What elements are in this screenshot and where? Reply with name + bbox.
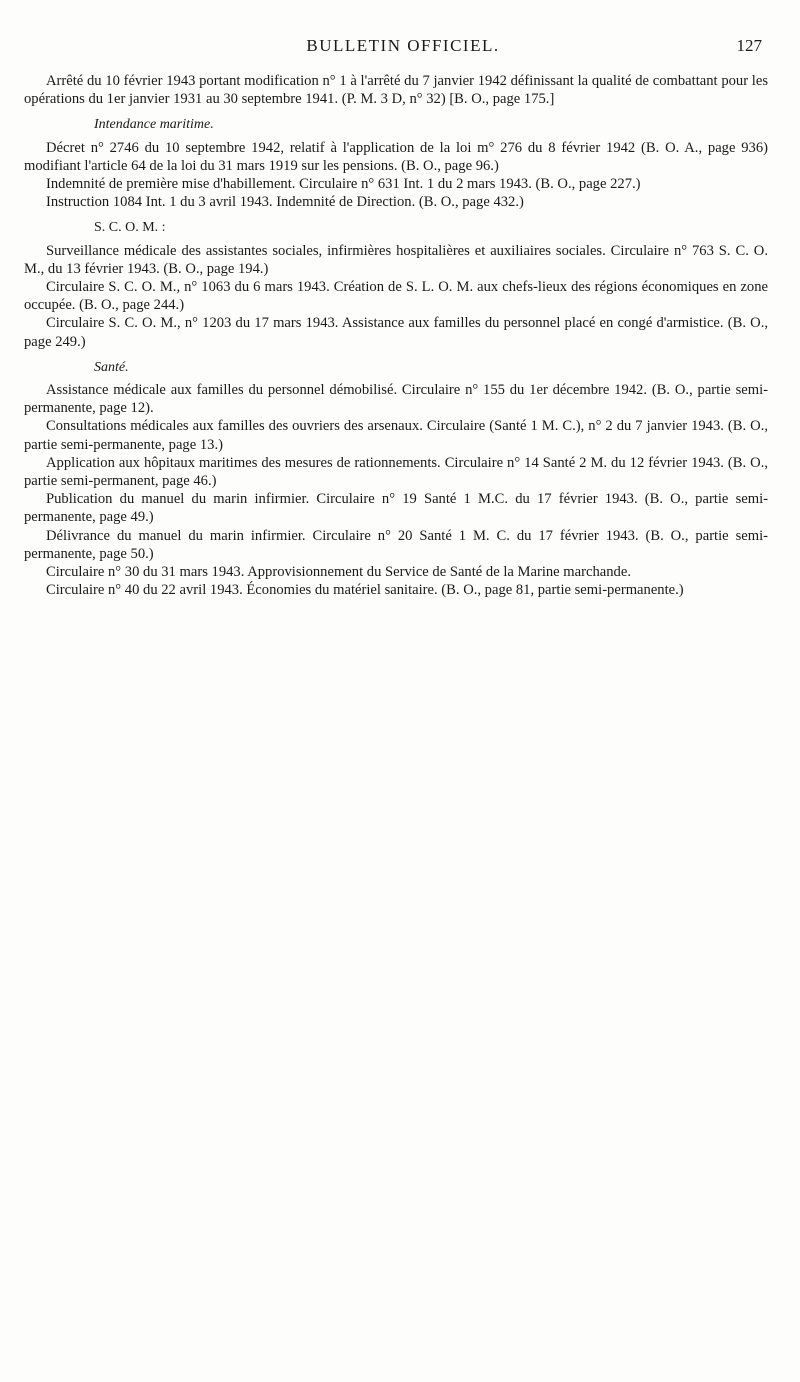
section-scom — [24, 219, 768, 350]
paragraph: Circulaire n° 40 du 22 avril 1943. Économies du matériel sanitaire. (B. O., page 81, partie semi-permanente.) — [46, 582, 684, 599]
section-heading: S. C. O. M. : — [94, 220, 166, 236]
paragraph: Circulaire S. C. O. M., n° 1063 du 6 mars 1943. Création de S. L. O. M. aux chefs-lieux des régions économiques en zone occupée. (B. O., page 244.) — [24, 279, 768, 314]
paragraph: Publication du manuel du marin infirmier. Circulaire n° 19 Santé 1 M.C. du 17 février 1943. (B. O., partie semi-permanente, page 49.) — [24, 491, 768, 526]
paragraph: Assistance médicale aux familles du personnel démobilisé. Circulaire n° 155 du 1er décembre 1942. (B. O., partie semi-permanente, page 12). — [24, 382, 768, 417]
document-body — [24, 72, 768, 599]
paragraph: Surveillance médicale des assistantes sociales, infirmières hospitalières et auxiliaires sociales. Circulaire n° 763 S. C. O. M., du 13 février 1943. (B. O., page 194.) — [24, 242, 768, 277]
section-heading: Santé. — [94, 359, 129, 375]
paragraph: Consultations médicales aux familles des ouvriers des arsenaux. Circulaire (Santé 1 M. C.), n° 2 du 7 janvier 1943. (B. O., partie semi-permanente, page 13.) — [24, 418, 768, 453]
paragraph: Arrêté du 10 février 1943 portant modification n° 1 à l'arrêté du 7 janvier 1942 définissant la qualité de combattant pour les opérations du 1er janvier 1931 au 30 septembre 1941. (P. M. 3 D, n° 32) [B. O., page 175.] — [24, 73, 768, 108]
paragraph: Circulaire S. C. O. M., n° 1203 du 17 mars 1943. Assistance aux familles du personnel placé en congé d'armistice. (B. O., page 249.) — [24, 315, 768, 350]
paragraph: Décret n° 2746 du 10 septembre 1942, relatif à l'application de la loi m° 276 du 8 février 1942 (B. O. A., page 936) modifiant l'article 64 de la loi du 31 mars 1919 sur les pensions. (B. O., page 96.) — [24, 139, 768, 174]
page-header — [44, 36, 762, 60]
running-title: BULLETIN OFFICIEL. — [306, 36, 500, 55]
section-preamble — [24, 72, 768, 108]
paragraph: Circulaire n° 30 du 31 mars 1943. Approvisionnement du Service de Santé de la Marine marchande. — [46, 564, 631, 581]
section-intendance — [24, 116, 768, 211]
section-heading: Intendance maritime. — [94, 117, 214, 133]
paragraph: Instruction 1084 Int. 1 du 3 avril 1943. Indemnité de Direction. (B. O., page 432.) — [46, 194, 524, 211]
paragraph: Délivrance du manuel du marin infirmier. Circulaire n° 20 Santé 1 M. C. du 17 février 1943. (B. O., partie semi-permanente, page 50.) — [24, 527, 768, 562]
paragraph: Indemnité de première mise d'habillement. Circulaire n° 631 Int. 1 du 2 mars 1943. (B. O., page 227.) — [46, 176, 641, 193]
section-sante — [24, 359, 768, 600]
page-number: 127 — [736, 36, 762, 55]
paragraph: Application aux hôpitaux maritimes des mesures de rationnements. Circulaire n° 14 Santé 2 M. du 12 février 1943. (B. O., partie semi-permanent, page 46.) — [24, 454, 768, 490]
